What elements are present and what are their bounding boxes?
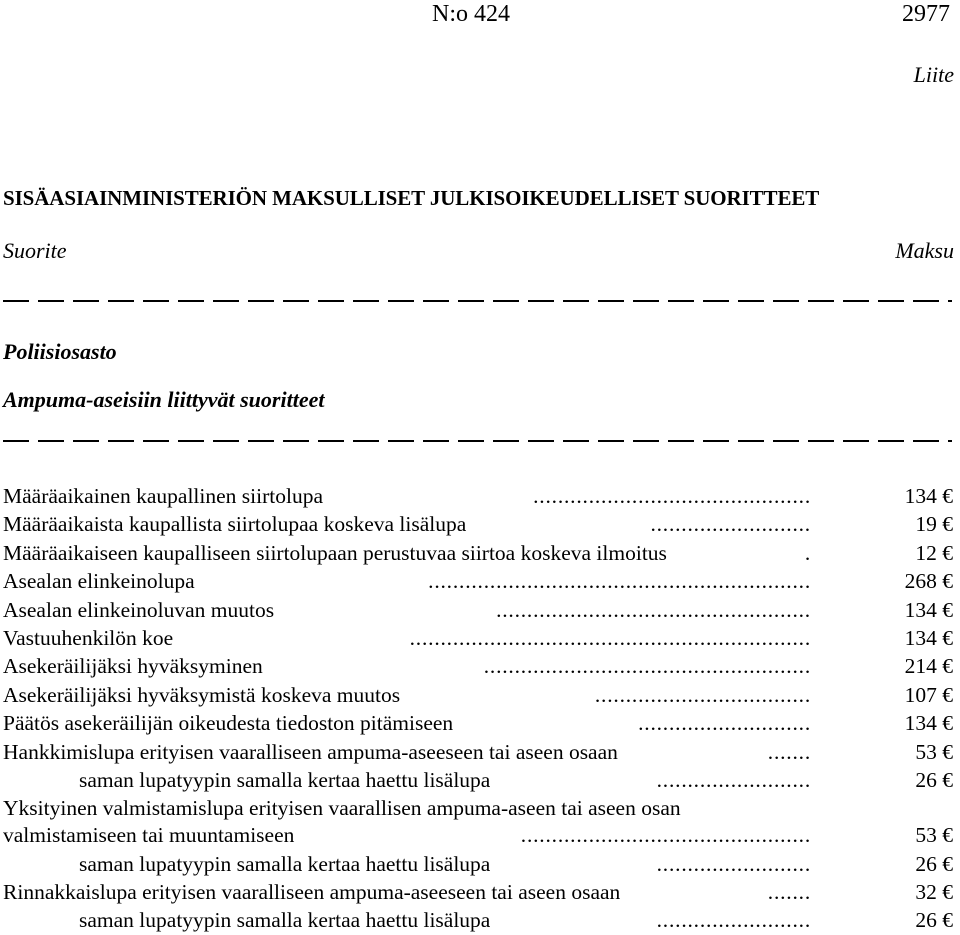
dot-leader: ............................................. — [533, 484, 811, 508]
fee-row-label: Määräaikaista kaupallista siirtolupaa koskeva lisälupa — [3, 512, 467, 537]
fee-row — [3, 709, 953, 737]
dot-leader: ..................................................... — [483, 654, 811, 679]
dot-leader: ................................................................. — [409, 625, 811, 650]
fee-row — [3, 681, 953, 709]
fee-list — [3, 482, 953, 935]
fee-row-label: saman lupatyypin samalla kertaa haettu lisälupa — [79, 767, 491, 792]
fee-amount: 19 € — [915, 512, 953, 537]
column-header-service: Suorite — [3, 238, 67, 263]
fee-amount: 107 € — [904, 682, 953, 707]
dashed-divider — [3, 300, 952, 302]
fee-amount: 268 € — [904, 569, 953, 594]
fee-row — [3, 539, 953, 567]
fee-row — [3, 878, 953, 906]
fee-amount: 53 € — [915, 823, 953, 848]
fee-row — [3, 624, 953, 652]
appendix-label: Liite — [913, 62, 954, 87]
dot-leader: .............................................................. — [428, 569, 811, 594]
dot-leader: . — [804, 540, 811, 565]
fee-row-label: Rinnakkaislupa erityisen vaaralliseen ampuma-aseeseen tai aseen osaan — [3, 880, 621, 905]
fee-amount: 26 € — [915, 908, 953, 933]
fee-row-label: Asekeräilijäksi hyväksyminen — [3, 654, 263, 679]
fee-row-label: Määräaikaiseen kaupalliseen siirtolupaan perustuvaa siirtoa koskeva ilmoitus — [3, 540, 667, 565]
fee-amount: 214 € — [904, 654, 953, 679]
fee-amount: 134 € — [904, 484, 953, 508]
dot-leader: ......................... — [656, 908, 811, 933]
fee-row-label: Asekeräilijäksi hyväksymistä koskeva muutos — [3, 682, 401, 707]
fee-row — [3, 738, 953, 766]
fee-row-label: Asealan elinkeinoluvan muutos — [3, 597, 275, 622]
fee-amount: 26 € — [915, 851, 953, 876]
fee-row-label: Hankkimislupa erityisen vaaralliseen ampuma-aseeseen tai aseen osaan — [3, 739, 618, 764]
dot-leader: ................................................... — [496, 597, 811, 622]
fee-row-label: Vastuuhenkilön koe — [3, 625, 174, 650]
fee-row-label: Yksityinen valmistamislupa erityisen vaarallisen ampuma-aseen tai aseen osan — [3, 796, 681, 821]
fee-row-label: Päätös asekeräilijän oikeudesta tiedoston pitämiseen — [3, 711, 454, 736]
fee-amount: 53 € — [915, 739, 953, 764]
dot-leader: ................................... — [594, 682, 811, 707]
fee-row — [3, 906, 953, 934]
department-heading: Poliisiosasto — [3, 339, 117, 364]
dot-leader: ....... — [767, 880, 811, 905]
fee-row — [3, 850, 953, 878]
fee-amount: 26 € — [915, 767, 953, 792]
column-header-fee: Maksu — [895, 238, 954, 263]
fee-row — [3, 510, 953, 538]
fee-row — [3, 766, 953, 794]
fee-row-label: saman lupatyypin samalla kertaa haettu lisälupa — [79, 851, 491, 876]
fee-row-label: Asealan elinkeinolupa — [3, 569, 195, 594]
fee-row — [3, 652, 953, 680]
dot-leader: ....... — [767, 739, 811, 764]
page-number: 2977 — [902, 1, 950, 27]
fee-amount: 134 € — [904, 625, 953, 650]
dot-leader: .......................... — [650, 512, 811, 537]
document-number: N:o 424 — [432, 1, 510, 27]
dot-leader: ......................... — [656, 767, 811, 792]
dashed-divider — [3, 440, 952, 442]
fee-row-label: Määräaikainen kaupallinen siirtolupa — [3, 484, 323, 508]
page-title: SISÄASIAINMINISTERIÖN MAKSULLISET JULKISOIKEUDELLISET SUORITTEET — [3, 186, 820, 210]
fee-amount: 12 € — [915, 540, 953, 565]
dot-leader: ......................... — [656, 851, 811, 876]
fee-row — [3, 794, 953, 821]
fee-amount: 134 € — [904, 597, 953, 622]
fee-row-label: valmistamiseen tai muuntamiseen — [3, 823, 295, 848]
fee-row — [3, 596, 953, 624]
fee-amount: 32 € — [915, 880, 953, 905]
fee-amount: 134 € — [904, 711, 953, 736]
dot-leader: ............................ — [638, 711, 811, 736]
dot-leader: ............................................... — [520, 823, 811, 848]
subsection-heading: Ampuma-aseisiin liittyvät suoritteet — [3, 387, 325, 412]
fee-row-label: saman lupatyypin samalla kertaa haettu lisälupa — [79, 908, 491, 933]
fee-row — [3, 482, 953, 510]
fee-row — [3, 821, 953, 849]
fee-row — [3, 567, 953, 595]
